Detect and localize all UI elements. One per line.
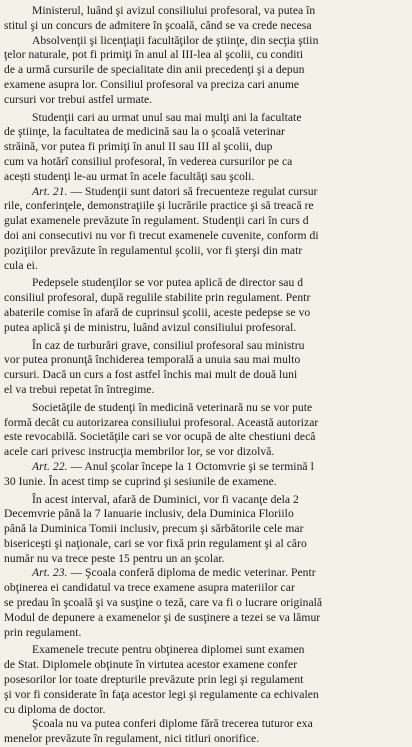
- text-line: cu diploma de doctor.: [4, 702, 106, 716]
- text-line: stitul şi un concurs de admitere în şcoală, când se va crede necesa: [4, 18, 312, 32]
- text-line: Absolvenţii şi licenţiaţii facultăţilor de ştiinţe, din secţia ştiin: [32, 33, 319, 47]
- text-line: cursuri. Dacă un curs a fost astfel închis mai mult de două luni: [4, 368, 298, 382]
- text-line: cursuri vor trebui astfel urmate.: [4, 92, 153, 106]
- text-line: posesorilor lor toate drepturile prevăzute prin legi şi regulament: [4, 673, 304, 687]
- article-number: Art. 22.: [32, 459, 68, 473]
- text-line: gulat examenele prevăzute în regulament. Studenţii cari în curs d: [4, 214, 309, 228]
- text-line: [0, 460, 412, 475]
- article-number: Art. 21.: [32, 184, 68, 198]
- text-line: Ministerul, luând şi avizul consiliului profesoral, va putea în: [32, 4, 316, 17]
- text-line: În caz de turburări grave, consiliul profesoral sau ministru: [32, 338, 305, 352]
- text-line: Modul de depunere a examenelor şi de susţinere a tezei se va lămur: [4, 610, 321, 624]
- text-line: număr nu va trece peste 15 pentru un an şcolar.: [4, 551, 225, 565]
- text-line: cula ei.: [4, 258, 38, 272]
- text-line-body: — Studenţii sunt datori să frecuenteze regulat cursur: [67, 184, 318, 198]
- text-line-body: — Şcoala conferă diploma de medic veterinar. Pentr: [67, 566, 316, 580]
- text-line: ţelor naturale, pot fi primiţi în anul al III-lea al şcolii, cu conditi: [4, 48, 304, 62]
- text-line: rile, conferinţele, demonstraţiile şi lucrările practice şi să treacă re: [4, 199, 314, 213]
- text-line: obţinerea ei candidatul va trece examene asupra materiilor car: [4, 581, 295, 595]
- text-line: poziţiilor prevăzute în regulamentul şcolii, vor fi şterşi din matr: [4, 243, 303, 257]
- text-line-body: — Anul şcolar începe la 1 Octomvrie şi se termină l: [67, 459, 314, 473]
- text-line: consiliul profesoral, după regulile stabilite prin regulament. Pentr: [4, 291, 311, 305]
- text-line: putea aplică şi de ministru, luând avizul consiliului profesoral.: [4, 320, 297, 334]
- text-line: abaterile comise în afară de cuprinsul şcolii, aceste pedepse se vo: [4, 305, 311, 319]
- text-line: Examenele trecute pentru obţinerea diplomei sunt examen: [32, 643, 305, 657]
- text-line: străină, vor putea fi primiţi în anul II sau III al şcolii, dup: [4, 140, 273, 154]
- text-line: prin regulament.: [4, 625, 82, 639]
- text-line: vor putea pronunţă închiderea temporală a unuia sau mai multo: [4, 353, 301, 367]
- text-line: cum va hotărî consiliul profesoral, în vederea cursurilor pe ca: [4, 154, 293, 168]
- text-line: el va trebui repetat în întregime.: [4, 382, 155, 396]
- text-line: formă decât cu autorizarea consiliului profesoral. Această autorizar: [4, 415, 319, 429]
- text-line: Studenţii cari au urmat unul sau mai mulţi ani la facultate: [32, 110, 302, 124]
- text-line: este revocabilă. Societăţile cari se vor ocupă de alte chestiuni decâ: [4, 430, 316, 444]
- text-line: de ştiinţe, la facultatea de medicină sau la o şcoală veterinar: [4, 125, 285, 139]
- text-line: bisericeşti şi naţionale, cari se vor fixă prin regulament şi al căro: [4, 536, 307, 550]
- text-line: acești studenţi le-au urmat în acele facultăţi sau şcoli.: [4, 169, 255, 183]
- text-line: menelor prevăzute în regulament, nici titluri onorifice.: [4, 732, 260, 746]
- text-line: Pedepsele studenţilor se vor putea aplică de director sau d: [32, 276, 304, 290]
- article-number: Art. 23.: [32, 566, 68, 580]
- text-line: Decemvrie până la 7 Ianuarie inclusiv, dela Duminica Floriilo: [4, 507, 294, 521]
- text-line: [0, 566, 412, 581]
- text-line: până la Duminica Tomii inclusiv, precum şi sărbătorile cele mar: [4, 522, 304, 536]
- text-line: Societăţile de studenţi în medicină veterinară nu se vor pute: [32, 400, 313, 414]
- text-line: de a urmă cursurile de specialitate din anii precedenţi şi a depun: [4, 63, 305, 77]
- text-line: examene asupra lor. Consiliul profesoral va preciza cari anume: [4, 77, 300, 91]
- text-line: şi vor fi considerate în faţa acestor legi şi regulamente ca echivalen: [4, 687, 319, 701]
- text-line: Şcoala nu va putea conferi diplome fără trecerea tuturor exa: [32, 717, 313, 731]
- text-line: se predau în şcoală şi va susţine o teză, care va fi o lucrare originală: [4, 596, 323, 610]
- text-line: acele cari privesc instrucţia membrilor lor, se vor dizolvă.: [4, 445, 275, 459]
- text-line: 30 Iunie. În acest timp se cuprind şi sesiunile de examene.: [4, 474, 277, 488]
- text-line: de Stat. Diplomele obţinute în virtutea acestor examene confer: [4, 658, 298, 672]
- text-line: [0, 185, 412, 200]
- text-line: doi ani consecutivi nu vor fi trecut examenele cuvenite, conform di: [4, 228, 319, 242]
- text-line: În acest interval, afară de Duminici, vor fi vacanţe dela 2: [32, 492, 299, 506]
